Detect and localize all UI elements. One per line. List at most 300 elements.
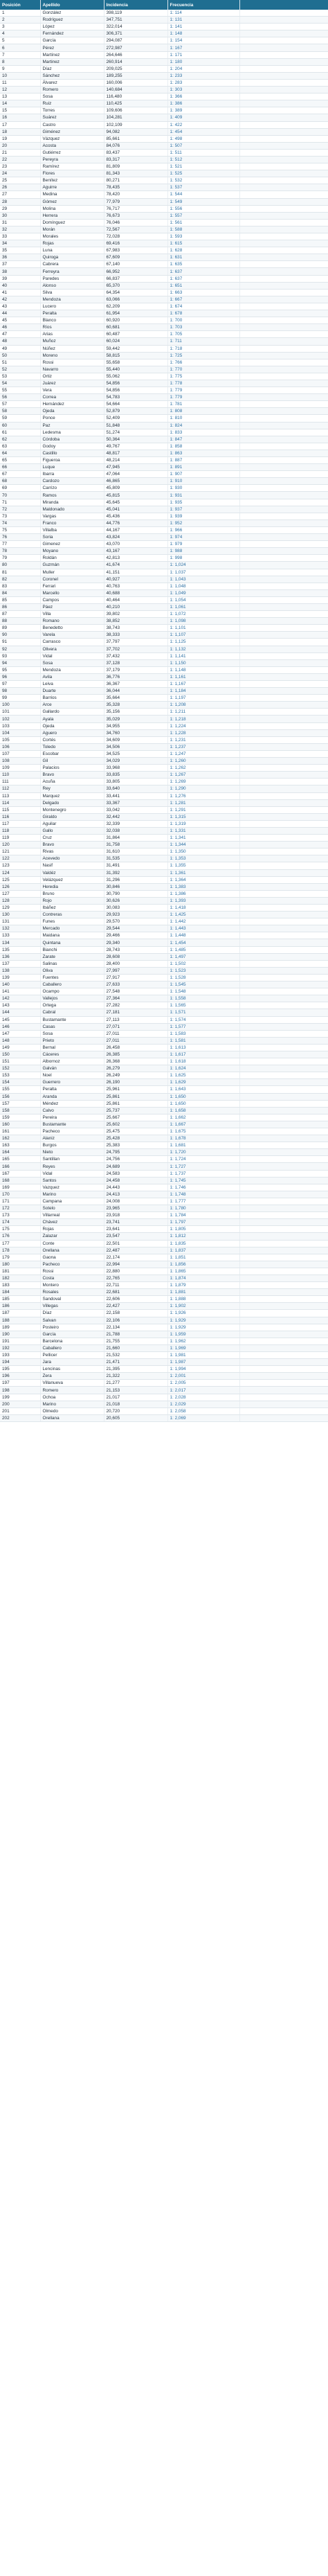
row-position: 179 [0, 1254, 40, 1261]
row-frequency[interactable]: 1: 2,028 [167, 1394, 239, 1401]
row-frequency[interactable]: 1: 1,851 [167, 1254, 239, 1261]
row-frequency[interactable]: 1: 1,874 [167, 1274, 239, 1281]
row-frequency[interactable]: 1: 131 [167, 17, 239, 24]
row-frequency[interactable]: 1: 703 [167, 324, 239, 331]
row-frequency[interactable]: 1: 988 [167, 548, 239, 555]
row-incidence: 26,385 [104, 1051, 167, 1058]
row-frequency[interactable]: 1: 1,269 [167, 779, 239, 785]
row-frequency[interactable]: 1: 1,583 [167, 1030, 239, 1037]
row-incidence: 40,763 [104, 583, 167, 589]
row-position: 132 [0, 925, 40, 932]
row-frequency[interactable]: 1: 1,141 [167, 652, 239, 659]
row-frequency[interactable]: 1: 389 [167, 107, 239, 114]
row-incidence: 45,645 [104, 499, 167, 506]
row-frequency[interactable]: 1: 1,617 [167, 1051, 239, 1058]
row-frequency[interactable]: 1: 1,545 [167, 981, 239, 988]
row-frequency[interactable]: 1: 1,364 [167, 876, 239, 883]
row-frequency[interactable]: 1: 1,167 [167, 681, 239, 688]
row-frequency[interactable]: 1: 1,574 [167, 1016, 239, 1023]
row-frequency[interactable]: 1: 1,681 [167, 1142, 239, 1149]
row-frequency[interactable]: 1: 1,262 [167, 765, 239, 772]
row-frequency[interactable]: 1: 1,425 [167, 912, 239, 918]
row-frequency[interactable]: 1: 910 [167, 478, 239, 485]
row-frequency[interactable]: 1: 525 [167, 170, 239, 177]
row-frequency[interactable]: 1: 1,161 [167, 673, 239, 680]
row-incidence: 25,602 [104, 1121, 167, 1128]
row-frequency[interactable]: 1: 1,148 [167, 666, 239, 673]
row-frequency[interactable]: 1: 1,418 [167, 905, 239, 912]
row-incidence: 116,480 [104, 94, 167, 100]
row-position: 31 [0, 219, 40, 226]
row-frequency[interactable]: 1: 557 [167, 212, 239, 219]
row-frequency[interactable]: 1: 1,290 [167, 785, 239, 792]
row-frequency[interactable]: 1: 498 [167, 135, 239, 142]
row-frequency[interactable]: 1: 512 [167, 156, 239, 163]
row-frequency[interactable]: 1: 931 [167, 492, 239, 499]
row-frequency[interactable]: 1: 1,625 [167, 1072, 239, 1079]
row-frequency[interactable]: 1: 180 [167, 58, 239, 65]
row-position: 141 [0, 988, 40, 995]
row-frequency[interactable]: 1: 2,069 [167, 1414, 239, 1421]
row-frequency[interactable]: 1: 532 [167, 177, 239, 184]
row-frequency[interactable]: 1: 1,132 [167, 646, 239, 652]
row-position: 82 [0, 576, 40, 583]
row-frequency[interactable]: 1: 1,125 [167, 639, 239, 646]
row-frequency[interactable]: 1: 154 [167, 37, 239, 44]
row-frequency[interactable]: 1: 1,618 [167, 1058, 239, 1065]
row-frequency[interactable]: 1: 939 [167, 513, 239, 519]
row-empty-cell [239, 897, 328, 904]
row-frequency[interactable]: 1: 863 [167, 450, 239, 456]
row-incidence: 48,214 [104, 457, 167, 464]
row-frequency[interactable]: 1: 1,879 [167, 1282, 239, 1289]
row-frequency[interactable]: 1: 966 [167, 526, 239, 533]
row-frequency[interactable]: 1: 593 [167, 233, 239, 240]
row-frequency[interactable]: 1: 148 [167, 30, 239, 37]
row-frequency[interactable]: 1: 1,184 [167, 688, 239, 695]
row-frequency[interactable]: 1: 779 [167, 394, 239, 401]
row-frequency[interactable]: 1: 1,353 [167, 855, 239, 862]
row-frequency[interactable]: 1: 1,448 [167, 932, 239, 939]
row-frequency[interactable]: 1: 1,650 [167, 1093, 239, 1100]
row-frequency[interactable]: 1: 1,558 [167, 995, 239, 1002]
row-incidence: 30,083 [104, 905, 167, 912]
row-frequency[interactable]: 1: 1,386 [167, 890, 239, 897]
row-frequency[interactable]: 1: 1,101 [167, 625, 239, 632]
row-frequency[interactable]: 1: 1,746 [167, 1184, 239, 1191]
row-frequency[interactable]: 1: 366 [167, 94, 239, 100]
row-frequency[interactable]: 1: 1,959 [167, 1331, 239, 1338]
row-frequency[interactable]: 1: 1,748 [167, 1191, 239, 1198]
row-frequency[interactable]: 1: 1,650 [167, 1100, 239, 1107]
row-frequency[interactable]: 1: 1,218 [167, 716, 239, 722]
table-row [0, 1338, 328, 1344]
row-incidence: 109,606 [104, 107, 167, 114]
row-frequency[interactable]: 1: 1,745 [167, 1177, 239, 1184]
row-empty-cell [239, 408, 328, 415]
row-empty-cell [239, 184, 328, 191]
column-header-position[interactable]: Posición [0, 0, 40, 10]
row-frequency[interactable]: 1: 1,929 [167, 1324, 239, 1331]
row-incidence: 85,661 [104, 135, 167, 142]
row-surname: Bustamante [40, 1016, 104, 1023]
row-frequency[interactable]: 1: 422 [167, 121, 239, 128]
row-frequency[interactable]: 1: 1,485 [167, 946, 239, 953]
row-frequency[interactable]: 1: 549 [167, 198, 239, 205]
row-frequency[interactable]: 1: 1,662 [167, 1114, 239, 1121]
row-frequency[interactable]: 1: 781 [167, 401, 239, 408]
row-empty-cell [239, 611, 328, 618]
row-frequency[interactable]: 1: 1,211 [167, 709, 239, 716]
row-position: 43 [0, 303, 40, 310]
row-frequency[interactable]: 1: 1,981 [167, 1352, 239, 1359]
row-frequency[interactable]: 1: 1,881 [167, 1289, 239, 1296]
row-frequency[interactable]: 1: 770 [167, 366, 239, 373]
row-frequency[interactable]: 1: 1,658 [167, 1107, 239, 1114]
column-header-frequency[interactable]: Frecuencia [167, 0, 239, 10]
row-frequency[interactable]: 1: 1,987 [167, 1359, 239, 1366]
row-frequency[interactable]: 1: 1,969 [167, 1344, 239, 1351]
row-frequency[interactable]: 1: 887 [167, 457, 239, 464]
row-frequency[interactable]: 1: 824 [167, 422, 239, 429]
row-frequency[interactable]: 1: 847 [167, 436, 239, 443]
row-frequency[interactable]: 1: 1,281 [167, 799, 239, 806]
row-frequency[interactable]: 1: 1,224 [167, 722, 239, 729]
row-incidence: 65,370 [104, 282, 167, 289]
table-row [0, 526, 328, 533]
row-surname: Bernal [40, 1044, 104, 1051]
row-frequency[interactable]: 1: 1,383 [167, 883, 239, 890]
row-position: 20 [0, 142, 40, 149]
row-incidence: 20,605 [104, 1414, 167, 1421]
row-frequency[interactable]: 1: 1,048 [167, 583, 239, 589]
table-row [0, 212, 328, 219]
row-frequency[interactable]: 1: 998 [167, 555, 239, 562]
row-empty-cell [239, 695, 328, 702]
table-row [0, 862, 328, 869]
row-position: 35 [0, 247, 40, 254]
row-incidence: 22,681 [104, 1289, 167, 1296]
row-frequency[interactable]: 1: 1,260 [167, 758, 239, 765]
row-incidence: 33,367 [104, 799, 167, 806]
row-frequency[interactable]: 1: 556 [167, 205, 239, 212]
row-incidence: 21,788 [104, 1331, 167, 1338]
row-frequency[interactable]: 1: 1,523 [167, 967, 239, 974]
column-header-incidence[interactable]: Incidencia [104, 0, 167, 10]
row-frequency[interactable]: 1: 1,667 [167, 1121, 239, 1128]
row-frequency[interactable]: 1: 667 [167, 296, 239, 303]
row-surname: Molina [40, 205, 104, 212]
row-surname: Paz [40, 422, 104, 429]
row-incidence: 37,179 [104, 666, 167, 673]
row-frequency[interactable]: 1: 766 [167, 359, 239, 366]
row-frequency[interactable]: 1: 1,049 [167, 589, 239, 596]
row-frequency[interactable]: 1: 1,565 [167, 1002, 239, 1009]
row-surname: Campana [40, 1198, 104, 1205]
row-empty-cell [239, 652, 328, 659]
row-frequency[interactable]: 1: 775 [167, 373, 239, 380]
row-frequency[interactable]: 1: 700 [167, 317, 239, 324]
row-frequency[interactable]: 1: 808 [167, 408, 239, 415]
row-frequency[interactable]: 1: 725 [167, 352, 239, 359]
row-frequency[interactable]: 1: 521 [167, 163, 239, 170]
row-frequency[interactable]: 1: 778 [167, 380, 239, 387]
row-frequency[interactable]: 1: 1,208 [167, 702, 239, 709]
row-frequency[interactable]: 1: 1,780 [167, 1205, 239, 1212]
row-surname: Mendoza [40, 296, 104, 303]
row-frequency[interactable]: 1: 1,643 [167, 1086, 239, 1093]
row-frequency[interactable]: 1: 1,571 [167, 1009, 239, 1016]
row-empty-cell [239, 813, 328, 820]
row-frequency[interactable]: 1: 1,577 [167, 1023, 239, 1030]
row-empty-cell [239, 625, 328, 632]
row-incidence: 398,119 [104, 10, 167, 17]
row-frequency[interactable]: 1: 1,072 [167, 611, 239, 618]
row-frequency[interactable]: 1: 1,331 [167, 827, 239, 834]
row-frequency[interactable]: 1: 631 [167, 254, 239, 261]
row-position: 120 [0, 842, 40, 849]
row-frequency[interactable]: 1: 1,393 [167, 897, 239, 904]
row-frequency[interactable]: 1: 588 [167, 226, 239, 233]
row-frequency[interactable]: 1: 1,784 [167, 1212, 239, 1219]
row-frequency[interactable]: 1: 1,228 [167, 729, 239, 736]
row-frequency[interactable]: 1: 1,037 [167, 569, 239, 576]
row-frequency[interactable]: 1: 1,061 [167, 603, 239, 610]
row-frequency[interactable]: 1: 409 [167, 114, 239, 121]
row-frequency[interactable]: 1: 1,888 [167, 1296, 239, 1303]
row-position: 92 [0, 646, 40, 652]
row-frequency[interactable]: 1: 1,613 [167, 1044, 239, 1051]
row-frequency[interactable]: 1: 674 [167, 303, 239, 310]
row-frequency[interactable]: 1: 1,797 [167, 1219, 239, 1226]
row-incidence: 29,340 [104, 939, 167, 946]
row-frequency[interactable]: 1: 1,497 [167, 953, 239, 960]
row-frequency[interactable]: 1: 810 [167, 415, 239, 422]
row-frequency[interactable]: 1: 1,043 [167, 576, 239, 583]
row-position: 119 [0, 835, 40, 842]
row-frequency[interactable]: 1: 141 [167, 24, 239, 30]
row-frequency[interactable]: 1: 974 [167, 534, 239, 541]
row-position: 181 [0, 1268, 40, 1274]
row-incidence: 33,640 [104, 785, 167, 792]
row-frequency[interactable]: 1: 2,017 [167, 1387, 239, 1394]
row-incidence: 67,609 [104, 254, 167, 261]
row-frequency[interactable]: 1: 507 [167, 142, 239, 149]
row-surname: Franco [40, 519, 104, 526]
row-frequency[interactable]: 1: 1,315 [167, 813, 239, 820]
row-frequency[interactable]: 1: 935 [167, 499, 239, 506]
row-frequency[interactable]: 1: 1,350 [167, 849, 239, 855]
row-frequency[interactable]: 1: 2,001 [167, 1373, 239, 1380]
row-frequency[interactable]: 1: 1,856 [167, 1261, 239, 1268]
row-frequency[interactable]: 1: 1,902 [167, 1303, 239, 1310]
row-frequency[interactable]: 1: 979 [167, 541, 239, 548]
row-surname: Vera [40, 387, 104, 394]
row-frequency[interactable]: 1: 779 [167, 387, 239, 394]
row-frequency[interactable]: 1: 2,058 [167, 1407, 239, 1414]
row-frequency[interactable]: 1: 1,528 [167, 974, 239, 981]
row-empty-cell [239, 17, 328, 24]
row-frequency[interactable]: 1: 635 [167, 261, 239, 268]
row-frequency[interactable]: 1: 1,737 [167, 1170, 239, 1177]
row-frequency[interactable]: 1: 1,319 [167, 820, 239, 827]
table-row [0, 722, 328, 729]
row-frequency[interactable]: 1: 1,812 [167, 1233, 239, 1240]
row-frequency[interactable]: 1: 283 [167, 79, 239, 86]
row-frequency[interactable]: 1: 1,777 [167, 1198, 239, 1205]
row-frequency[interactable]: 1: 454 [167, 128, 239, 135]
row-position: 127 [0, 890, 40, 897]
row-frequency[interactable]: 1: 1,107 [167, 632, 239, 639]
row-surname: Blanco [40, 317, 104, 324]
row-frequency[interactable]: 1: 561 [167, 219, 239, 226]
row-position: 69 [0, 485, 40, 492]
row-frequency[interactable]: 1: 1,442 [167, 918, 239, 925]
row-frequency[interactable]: 1: 628 [167, 247, 239, 254]
row-frequency[interactable]: 1: 204 [167, 65, 239, 72]
row-frequency[interactable]: 1: 1,291 [167, 806, 239, 813]
row-frequency[interactable]: 1: 711 [167, 338, 239, 345]
row-incidence: 60,024 [104, 338, 167, 345]
row-frequency[interactable]: 1: 1,197 [167, 695, 239, 702]
row-position: 190 [0, 1331, 40, 1338]
row-position: 177 [0, 1240, 40, 1247]
row-frequency[interactable]: 1: 386 [167, 100, 239, 107]
row-frequency[interactable]: 1: 1,929 [167, 1317, 239, 1324]
row-frequency[interactable]: 1: 678 [167, 310, 239, 317]
table-row [0, 827, 328, 834]
row-frequency[interactable]: 1: 1,675 [167, 1128, 239, 1135]
row-frequency[interactable]: 1: 1,805 [167, 1226, 239, 1233]
row-frequency[interactable]: 1: 537 [167, 184, 239, 191]
row-frequency[interactable]: 1: 1,237 [167, 743, 239, 750]
row-frequency[interactable]: 1: 952 [167, 519, 239, 526]
row-surname: Jara [40, 1359, 104, 1366]
row-position: 37 [0, 261, 40, 268]
row-frequency[interactable]: 1: 833 [167, 429, 239, 436]
row-empty-cell [239, 1198, 328, 1205]
row-frequency[interactable]: 1: 2,029 [167, 1401, 239, 1407]
table-row [0, 639, 328, 646]
row-position: 76 [0, 534, 40, 541]
row-surname: Romero [40, 1387, 104, 1394]
table-header-row [0, 0, 328, 10]
row-frequency[interactable]: 1: 1,837 [167, 1247, 239, 1254]
row-frequency[interactable]: 1: 718 [167, 345, 239, 352]
row-frequency[interactable]: 1: 1,962 [167, 1338, 239, 1344]
row-frequency[interactable]: 1: 303 [167, 87, 239, 94]
row-surname: Montenegro [40, 806, 104, 813]
row-surname: Marcello [40, 589, 104, 596]
row-frequency[interactable]: 1: 1,341 [167, 835, 239, 842]
row-position: 199 [0, 1394, 40, 1401]
table-row [0, 1380, 328, 1387]
row-frequency[interactable]: 1: 1,835 [167, 1240, 239, 1247]
row-surname: Hernández [40, 401, 104, 408]
row-frequency[interactable]: 1: 651 [167, 282, 239, 289]
row-frequency[interactable]: 1: 544 [167, 191, 239, 198]
row-frequency[interactable]: 1: 1,724 [167, 1156, 239, 1163]
row-frequency[interactable]: 1: 615 [167, 240, 239, 247]
row-frequency[interactable]: 1: 511 [167, 149, 239, 156]
column-header-surname[interactable]: Apellido [40, 0, 104, 10]
table-row [0, 519, 328, 526]
row-position: 7 [0, 51, 40, 58]
row-frequency[interactable]: 1: 907 [167, 471, 239, 478]
row-frequency[interactable]: 1: 1,361 [167, 869, 239, 876]
row-frequency[interactable]: 1: 1,502 [167, 960, 239, 967]
table-row [0, 1268, 328, 1274]
row-frequency[interactable]: 1: 1,727 [167, 1163, 239, 1170]
row-frequency[interactable]: 1: 1,629 [167, 1079, 239, 1086]
row-frequency[interactable]: 1: 2,005 [167, 1380, 239, 1387]
row-frequency[interactable]: 1: 1,344 [167, 842, 239, 849]
row-frequency[interactable]: 1: 1,247 [167, 750, 239, 757]
row-frequency[interactable]: 1: 937 [167, 506, 239, 513]
row-frequency[interactable]: 1: 171 [167, 51, 239, 58]
row-position: 114 [0, 799, 40, 806]
row-frequency[interactable]: 1: 167 [167, 44, 239, 51]
row-empty-cell [239, 603, 328, 610]
row-position: 22 [0, 156, 40, 163]
row-frequency[interactable]: 1: 114 [167, 10, 239, 17]
table-row [0, 1016, 328, 1023]
table-row [0, 205, 328, 212]
row-frequency[interactable]: 1: 1,150 [167, 659, 239, 666]
row-frequency[interactable]: 1: 1,678 [167, 1135, 239, 1142]
row-position: 86 [0, 603, 40, 610]
row-frequency[interactable]: 1: 930 [167, 485, 239, 492]
table-row [0, 331, 328, 338]
row-position: 79 [0, 555, 40, 562]
row-frequency[interactable]: 1: 1,548 [167, 988, 239, 995]
row-frequency[interactable]: 1: 1,355 [167, 862, 239, 869]
row-position: 155 [0, 1086, 40, 1093]
row-position: 196 [0, 1373, 40, 1380]
row-frequency[interactable]: 1: 1,098 [167, 618, 239, 625]
row-frequency[interactable]: 1: 1,581 [167, 1037, 239, 1044]
row-frequency[interactable]: 1: 891 [167, 464, 239, 471]
table-row [0, 471, 328, 478]
table-row [0, 30, 328, 37]
row-empty-cell [239, 765, 328, 772]
row-frequency[interactable]: 1: 1,054 [167, 596, 239, 603]
row-frequency[interactable]: 1: 1,231 [167, 736, 239, 743]
row-frequency[interactable]: 1: 663 [167, 289, 239, 296]
table-row [0, 925, 328, 932]
row-frequency[interactable]: 1: 705 [167, 331, 239, 338]
row-frequency[interactable]: 1: 1,454 [167, 939, 239, 946]
row-frequency[interactable]: 1: 1,443 [167, 925, 239, 932]
table-row [0, 1128, 328, 1135]
row-frequency[interactable]: 1: 637 [167, 268, 239, 275]
row-frequency[interactable]: 1: 858 [167, 443, 239, 450]
row-position: 30 [0, 212, 40, 219]
row-frequency[interactable]: 1: 1,865 [167, 1268, 239, 1274]
row-frequency[interactable]: 1: 637 [167, 275, 239, 282]
row-position: 97 [0, 681, 40, 688]
row-empty-cell [239, 303, 328, 310]
row-frequency[interactable]: 1: 233 [167, 72, 239, 79]
row-position: 88 [0, 618, 40, 625]
row-frequency[interactable]: 1: 1,926 [167, 1310, 239, 1317]
row-frequency[interactable]: 1: 1,276 [167, 792, 239, 799]
row-frequency[interactable]: 1: 1,720 [167, 1149, 239, 1156]
row-frequency[interactable]: 1: 1,267 [167, 772, 239, 779]
row-frequency[interactable]: 1: 1,994 [167, 1366, 239, 1373]
row-frequency[interactable]: 1: 1,024 [167, 562, 239, 569]
row-frequency[interactable]: 1: 1,624 [167, 1065, 239, 1072]
